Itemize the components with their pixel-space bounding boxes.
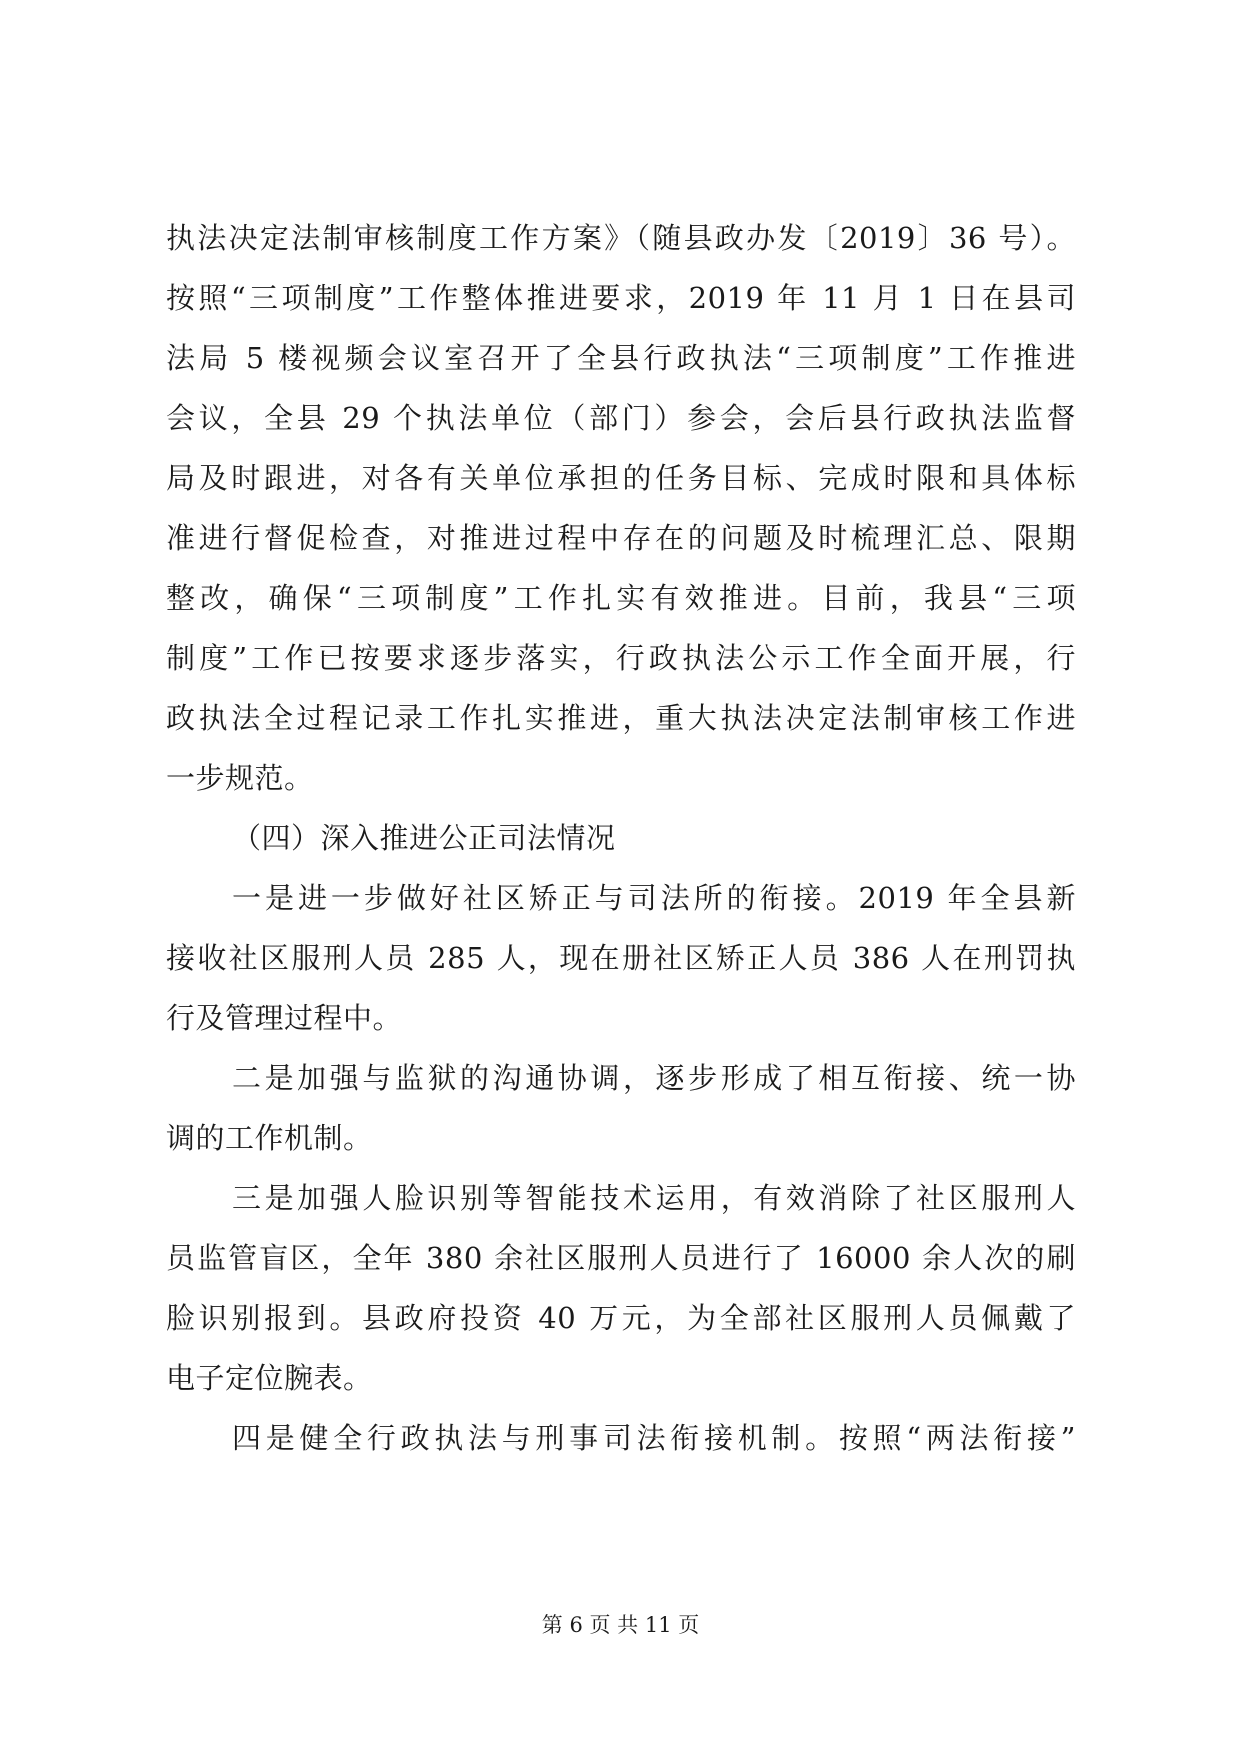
body-line: 三是加强人脸识别等智能技术运用，有效消除了社区服刑人 bbox=[232, 1181, 1076, 1215]
body-line: 整改，确保“三项制度”工作扎实有效推进。目前，我县“三项 bbox=[166, 581, 1076, 615]
page-footer: 第 6 页 共 11 页 bbox=[541, 1613, 700, 1637]
body-line: 脸识别报到。县政府投资 40 万元，为全部社区服刑人员佩戴了 bbox=[166, 1301, 1076, 1335]
body-line: 调的工作机制。 bbox=[166, 1121, 373, 1155]
body-line: 执法决定法制审核制度工作方案》（随县政办发〔2019〕36 号）。 bbox=[166, 221, 1076, 255]
body-line: 局及时跟进，对各有关单位承担的任务目标、完成时限和具体标 bbox=[166, 461, 1076, 495]
body-line: 按照“三项制度”工作整体推进要求，2019 年 11 月 1 日在县司 bbox=[166, 281, 1076, 315]
body-line: 会议，全县 29 个执法单位（部门）参会，会后县行政执法监督 bbox=[166, 401, 1076, 435]
body-line: 四是健全行政执法与刑事司法衔接机制。按照“两法衔接” bbox=[232, 1421, 1076, 1455]
body-line: 政执法全过程记录工作扎实推进，重大执法决定法制审核工作进 bbox=[166, 701, 1076, 735]
body-line: 法局 5 楼视频会议室召开了全县行政执法“三项制度”工作推进 bbox=[166, 341, 1076, 375]
body-line: 制度”工作已按要求逐步落实，行政执法公示工作全面开展，行 bbox=[166, 641, 1076, 675]
body-line: 一步规范。 bbox=[166, 761, 314, 795]
body-line: 员监管盲区，全年 380 余社区服刑人员进行了 16000 余人次的刷 bbox=[166, 1241, 1076, 1275]
body-line: 接收社区服刑人员 285 人，现在册社区矫正人员 386 人在刑罚执 bbox=[166, 941, 1076, 975]
body-line: 行及管理过程中。 bbox=[166, 1001, 403, 1035]
body-line: 二是加强与监狱的沟通协调，逐步形成了相互衔接、统一协 bbox=[232, 1061, 1076, 1095]
section-heading: （四）深入推进公正司法情况 bbox=[232, 821, 616, 855]
body-line: 电子定位腕表。 bbox=[166, 1361, 373, 1395]
body-line: 一是进一步做好社区矫正与司法所的衔接。2019 年全县新 bbox=[232, 881, 1076, 915]
body-line: 准进行督促检查，对推进过程中存在的问题及时梳理汇总、限期 bbox=[166, 521, 1076, 555]
